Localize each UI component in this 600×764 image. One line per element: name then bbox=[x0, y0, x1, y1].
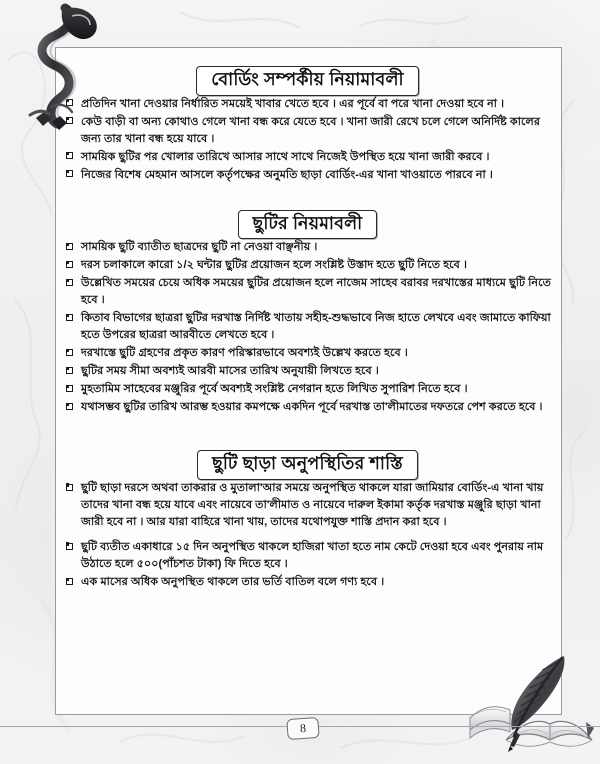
rules-list-boarding bbox=[64, 96, 551, 184]
rule-text: নিজের বিশেষ মেহমান আসলে কর্তৃপক্ষের অনুমতি ছাড়া বোর্ডিং-এর খানা খাওয়াতে পারবে না । bbox=[81, 168, 493, 181]
rule-text: সাময়িক ছুটির পর খোলার তারিখে আসার সাথে সাথে নিজেই উপস্থিত হয়ে খানা জারী করবে । bbox=[81, 150, 490, 163]
bullet-square-icon bbox=[66, 99, 73, 106]
list-item bbox=[64, 257, 551, 274]
list-item bbox=[64, 574, 551, 591]
list-item bbox=[64, 96, 551, 113]
rule-text: মুহতামিম সাহেবের মঞ্জুরির পূর্বে অবশ্যই সংশ্লিষ্ট নেগরান হতে লিখিত সুপারিশ নিতে হবে । bbox=[81, 383, 468, 396]
section-heading-absence-penalty: ছুটি ছাড়া অনুপস্থিতির শাস্তি bbox=[197, 450, 418, 480]
bullet-square-icon bbox=[66, 349, 73, 356]
section-heading-boarding-rules: বোর্ডিং সম্পর্কীয় নিয়ামাবলী bbox=[196, 66, 418, 96]
bullet-square-icon bbox=[66, 484, 73, 491]
bullet-square-icon bbox=[66, 152, 73, 159]
list-item bbox=[64, 381, 551, 398]
rules-list-leave bbox=[64, 239, 551, 416]
page-number: 8 bbox=[286, 717, 319, 740]
rule-text: প্রতিদিন খানা দেওয়ার নির্ধারিত সময়েই খাবার খেতে হবে । এর পূর্বে বা পরে খানা দেওয়া হবে না । bbox=[81, 97, 505, 110]
rule-text: এক মাসের অধিক অনুপস্থিত থাকলে তার ভর্তি বাতিল বলে গণ্য হবে । bbox=[81, 576, 385, 589]
list-item bbox=[64, 239, 551, 256]
list-item bbox=[64, 363, 551, 380]
heading-wrap bbox=[64, 210, 551, 240]
bullet-square-icon bbox=[66, 578, 73, 585]
section-boarding-rules bbox=[64, 66, 551, 184]
bullet-square-icon bbox=[66, 314, 73, 321]
list-item bbox=[64, 114, 551, 148]
content-frame bbox=[55, 47, 562, 715]
heading-wrap bbox=[64, 450, 551, 480]
bullet-square-icon bbox=[66, 117, 73, 124]
bullet-square-icon bbox=[66, 403, 73, 410]
heading-wrap bbox=[64, 66, 551, 96]
bullet-square-icon bbox=[66, 279, 73, 286]
list-item bbox=[64, 310, 551, 344]
section-leave-rules bbox=[64, 210, 551, 417]
frame-inner bbox=[56, 48, 561, 714]
section-absence-penalty bbox=[64, 450, 551, 591]
rule-text: ছুটি ব্যতীত একাধারে ১৫ দিন অনুপস্থিত থাকলে হাজিরা খাতা হতে নাম কেটে দেওয়া হবে এবং পুনরায় নাম উঠাতে হলে ৫০০(পাঁচশত টাকা) ফি দিতে হবে । bbox=[81, 541, 544, 571]
rule-text: কিতাব বিভাগের ছাত্ররা ছুটির দরখাস্ত নির্দিষ্ট খাতায় সহীহ-শুদ্ধভাবে নিজ হাতে লেখবে এবং জামাতে কাফিয়া হতে উপরের ছাত্ররা আরবীতে লেখতে হবে । bbox=[81, 312, 551, 342]
list-item bbox=[64, 480, 551, 531]
bullet-square-icon bbox=[66, 243, 73, 250]
bullet-square-icon bbox=[66, 385, 73, 392]
rule-text: দরস চলাকালে কারো ১/২ ঘন্টার ছুটির প্রয়োজন হলে সংশ্লিষ্ট উস্তাদ হতে ছুটি নিতে হবে । bbox=[81, 259, 467, 272]
bullet-square-icon bbox=[66, 543, 73, 550]
rule-text: দরখাস্তে ছুটি গ্রহণের প্রকৃত কারণ পরিস্কারভাবে অবশ্যই উল্লেখ করতে হবে । bbox=[81, 347, 408, 360]
bullet-square-icon bbox=[66, 261, 73, 268]
list-item bbox=[64, 167, 551, 184]
list-item bbox=[64, 345, 551, 362]
list-item bbox=[64, 149, 551, 166]
rule-text: যথাসম্ভব ছুটির তারিখ আরম্ভ হওয়ার কমপক্ষে একদিন পূর্বে দরখাস্ত তা'লীমাতের দফতরে পেশ করতে হবে । bbox=[81, 401, 543, 414]
rule-text: কেউ বাড়ী বা অন্য কোথাও গেলে খানা বন্ধ করে যেতে হবে । খানা জারী রেখে চলে গেলে অনির্দিষ্ট কালের জন্য তার খানা বন্ধ হয়ে যাবে । bbox=[81, 115, 540, 145]
section-heading-leave-rules: ছুটির নিয়মাবলী bbox=[238, 210, 378, 240]
list-item bbox=[64, 539, 551, 573]
rule-text: সাময়িক ছুটি ব্যাতীত ছাত্রদের ছুটি না নেওয়া বাঞ্ছনীয় । bbox=[81, 241, 318, 254]
rule-text: ছুটির সময় সীমা অবশ্যই আরবী মাসের তারিখ অনুযায়ী লিখতে হবে । bbox=[81, 365, 379, 378]
list-item bbox=[64, 399, 551, 416]
rules-list-absence bbox=[64, 480, 551, 591]
rule-text: ছুটি ছাড়া দরসে অথবা তাকরার ও মুতালা'আর সময়ে অনুপস্থিত থাকলে যারা জামিয়ার বোর্ডিং-এ খানা খায় তাদের খানা বন্ধ হয়ে যাবে এবং নায়েবে তা'লীমাত ও নায়েবে দারুল ইকামা কর্তৃক দরখাস্ত মঞ্জুরি ছাড়া খানা জারী হবে না । আর যারা বাহিরে খানা খায়, তাদের যথোপযুক্ত শাস্তি প্রদান করা হবে । bbox=[81, 482, 544, 529]
bullet-square-icon bbox=[66, 170, 73, 177]
bullet-square-icon bbox=[66, 367, 73, 374]
rule-text: উল্লেখিত সময়ের চেয়ে অধিক সময়ের ছুটির প্রয়োজন হলে নাজেম সাহেব বরাবর দরখাস্তের মাধ্যমে ছুটি নিতে হবে । bbox=[81, 277, 551, 307]
list-item bbox=[64, 275, 551, 309]
